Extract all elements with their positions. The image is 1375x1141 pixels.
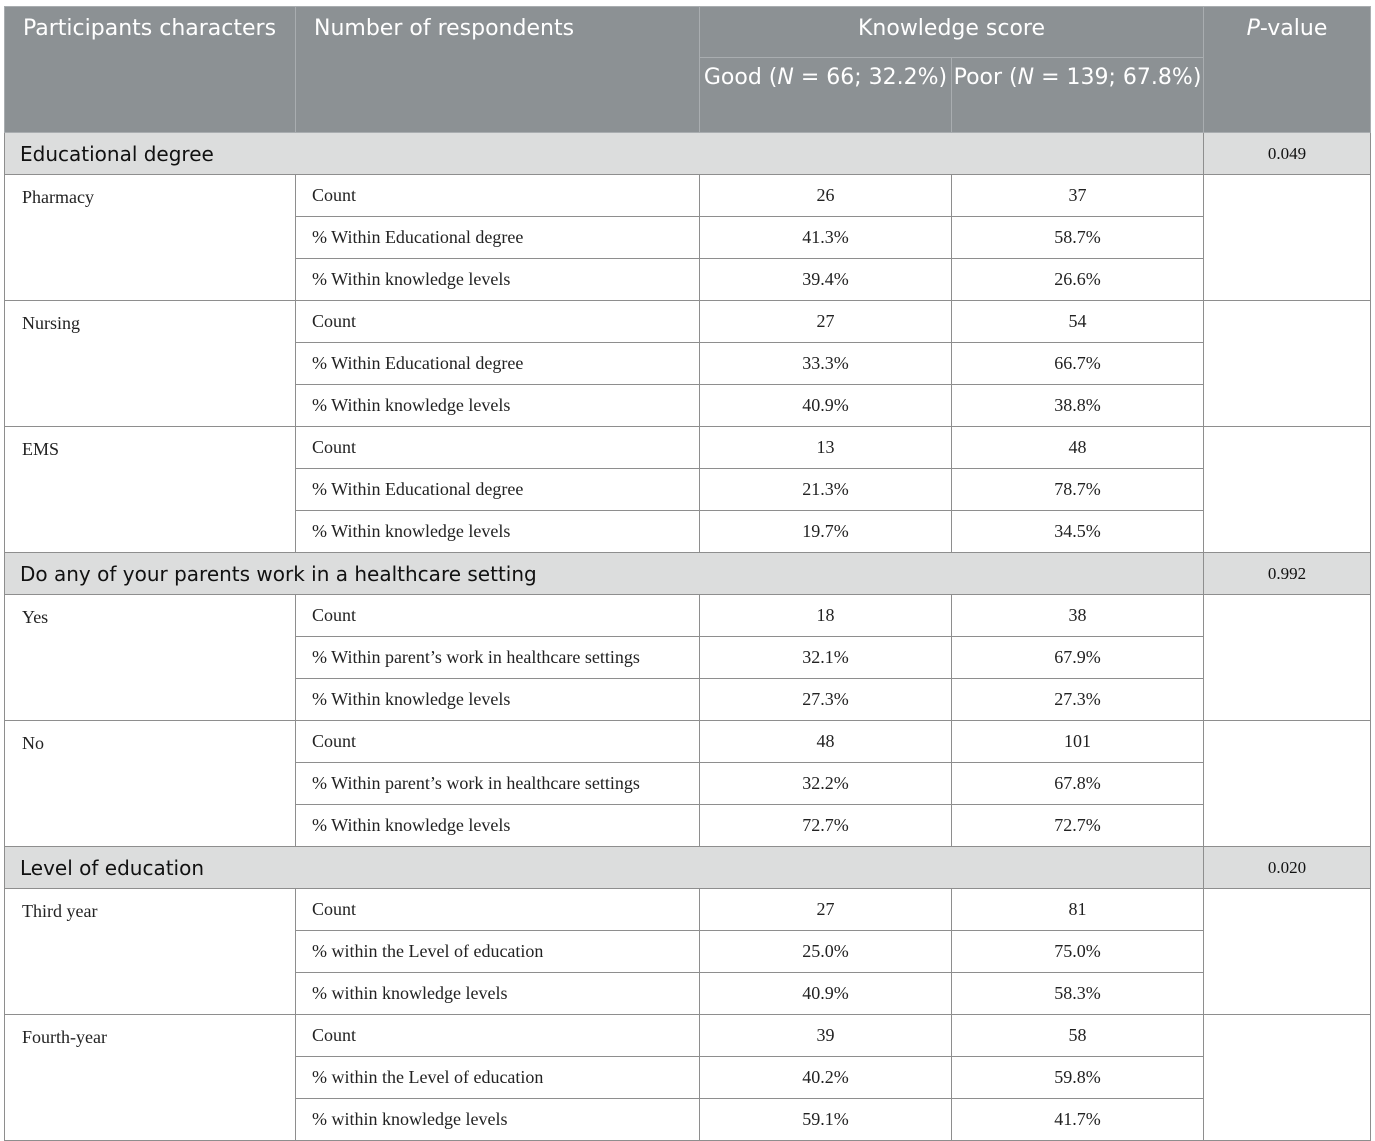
good-value: 21.3%	[700, 469, 952, 511]
section-title: Level of education	[5, 847, 1204, 889]
poor-value: 54	[952, 301, 1204, 343]
section-row	[5, 847, 1371, 889]
header-p-italic: P	[1246, 16, 1260, 41]
section-row	[5, 553, 1371, 595]
poor-value: 78.7%	[952, 469, 1204, 511]
good-value: 27.3%	[700, 679, 952, 721]
stat-label: Count	[296, 175, 700, 217]
poor-value: 58	[952, 1015, 1204, 1057]
section-p-value: 0.020	[1204, 847, 1371, 889]
good-value: 27	[700, 889, 952, 931]
stat-label: % Within Educational degree	[296, 343, 700, 385]
poor-value: 27.3%	[952, 679, 1204, 721]
poor-value: 38	[952, 595, 1204, 637]
good-value: 32.2%	[700, 763, 952, 805]
group-label: No	[5, 721, 296, 847]
poor-value: 58.3%	[952, 973, 1204, 1015]
table-row	[5, 175, 1371, 217]
p-value-empty-cell	[1204, 427, 1371, 553]
p-value-empty-cell	[1204, 889, 1371, 1015]
stat-label: Count	[296, 301, 700, 343]
group-label: Yes	[5, 595, 296, 721]
header-participants-characters: Participants characters	[5, 7, 296, 133]
group-label: EMS	[5, 427, 296, 553]
table-row	[5, 427, 1371, 469]
poor-value: 67.8%	[952, 763, 1204, 805]
poor-value: 37	[952, 175, 1204, 217]
header-good-pre: Good (	[703, 65, 778, 90]
header-good	[700, 58, 952, 133]
good-value: 13	[700, 427, 952, 469]
good-value: 40.9%	[700, 385, 952, 427]
table-row	[5, 595, 1371, 637]
poor-value: 72.7%	[952, 805, 1204, 847]
p-value-empty-cell	[1204, 595, 1371, 721]
table-body	[5, 133, 1371, 1141]
header-good-post: = 66; 32.2%)	[793, 65, 948, 90]
stat-label: % Within parent’s work in healthcare settings	[296, 637, 700, 679]
header-knowledge-score: Knowledge score	[700, 7, 1204, 58]
good-value: 59.1%	[700, 1099, 952, 1141]
p-value-empty-cell	[1204, 1015, 1371, 1141]
group-label: Third year	[5, 889, 296, 1015]
good-value: 19.7%	[700, 511, 952, 553]
section-p-value: 0.049	[1204, 133, 1371, 175]
good-value: 39	[700, 1015, 952, 1057]
stat-label: % Within knowledge levels	[296, 805, 700, 847]
stat-label: Count	[296, 889, 700, 931]
header-good-n: N	[777, 65, 794, 90]
header-poor	[952, 58, 1204, 133]
poor-value: 41.7%	[952, 1099, 1204, 1141]
good-value: 33.3%	[700, 343, 952, 385]
table-row	[5, 1015, 1371, 1057]
good-value: 18	[700, 595, 952, 637]
stat-label: % Within Educational degree	[296, 469, 700, 511]
group-label: Nursing	[5, 301, 296, 427]
good-value: 48	[700, 721, 952, 763]
section-title: Do any of your parents work in a healthcare setting	[5, 553, 1204, 595]
knowledge-score-table	[4, 6, 1371, 1141]
stat-label: % Within knowledge levels	[296, 259, 700, 301]
poor-value: 67.9%	[952, 637, 1204, 679]
good-value: 41.3%	[700, 217, 952, 259]
header-p-value	[1204, 7, 1371, 133]
header-number-of-respondents: Number of respondents	[296, 7, 700, 133]
stat-label: Count	[296, 721, 700, 763]
table-row	[5, 889, 1371, 931]
stat-label: Count	[296, 595, 700, 637]
stat-label: % within knowledge levels	[296, 1099, 700, 1141]
group-label: Fourth-year	[5, 1015, 296, 1141]
stat-label: % Within knowledge levels	[296, 679, 700, 721]
header-poor-pre: Poor (	[953, 65, 1018, 90]
section-row	[5, 133, 1371, 175]
stat-label: % Within knowledge levels	[296, 511, 700, 553]
p-value-empty-cell	[1204, 721, 1371, 847]
good-value: 40.9%	[700, 973, 952, 1015]
header-p-rest: -value	[1259, 16, 1328, 41]
stat-label: % within the Level of education	[296, 1057, 700, 1099]
good-value: 32.1%	[700, 637, 952, 679]
poor-value: 59.8%	[952, 1057, 1204, 1099]
poor-value: 34.5%	[952, 511, 1204, 553]
group-label: Pharmacy	[5, 175, 296, 301]
poor-value: 75.0%	[952, 931, 1204, 973]
stat-label: Count	[296, 1015, 700, 1057]
table-row	[5, 301, 1371, 343]
good-value: 40.2%	[700, 1057, 952, 1099]
poor-value: 26.6%	[952, 259, 1204, 301]
poor-value: 58.7%	[952, 217, 1204, 259]
table-header	[5, 7, 1371, 133]
poor-value: 38.8%	[952, 385, 1204, 427]
good-value: 26	[700, 175, 952, 217]
good-value: 27	[700, 301, 952, 343]
header-poor-n: N	[1017, 65, 1035, 90]
stat-label: % within knowledge levels	[296, 973, 700, 1015]
good-value: 25.0%	[700, 931, 952, 973]
stat-label: % within the Level of education	[296, 931, 700, 973]
poor-value: 66.7%	[952, 343, 1204, 385]
stat-label: % Within parent’s work in healthcare settings	[296, 763, 700, 805]
good-value: 39.4%	[700, 259, 952, 301]
header-poor-post: = 139; 67.8%)	[1034, 65, 1202, 90]
section-p-value: 0.992	[1204, 553, 1371, 595]
section-title: Educational degree	[5, 133, 1204, 175]
p-value-empty-cell	[1204, 175, 1371, 301]
poor-value: 81	[952, 889, 1204, 931]
table-row	[5, 721, 1371, 763]
poor-value: 48	[952, 427, 1204, 469]
poor-value: 101	[952, 721, 1204, 763]
good-value: 72.7%	[700, 805, 952, 847]
stat-label: % Within knowledge levels	[296, 385, 700, 427]
stat-label: % Within Educational degree	[296, 217, 700, 259]
p-value-empty-cell	[1204, 301, 1371, 427]
stat-label: Count	[296, 427, 700, 469]
